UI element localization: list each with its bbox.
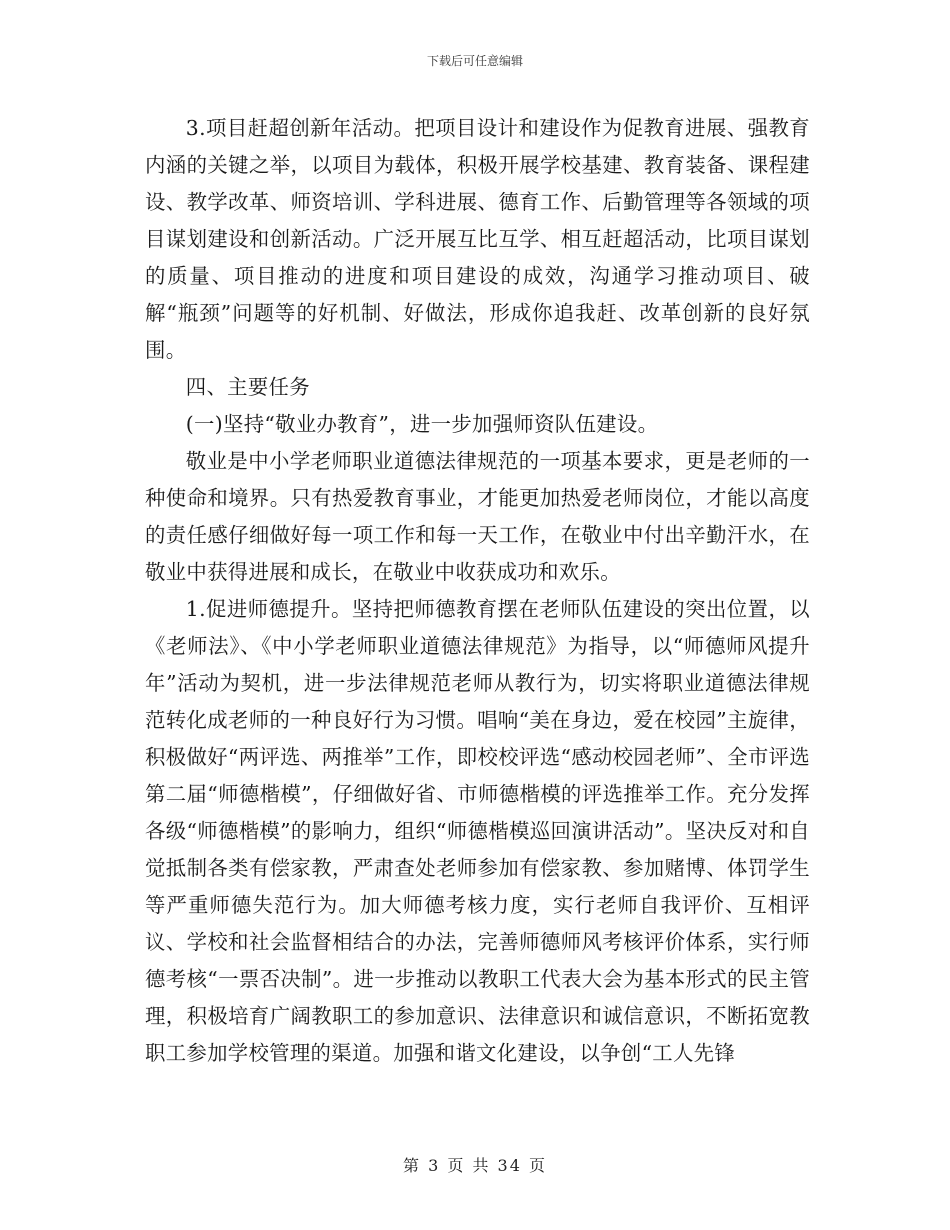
document-body <box>145 110 810 1072</box>
section-heading-main-tasks: 四、主要任务 <box>185 375 310 399</box>
paragraph-project-activity: 3.项目赶超创新年活动。把项目设计和建设作为促教育进展、强教育内涵的关键之举，以项目为载体，积极开展学校基建、教育装备、课程建设、教学改革、师资培训、学科进展、德育工作、后勤管理等各领域的项目谋划建设和创新活动。广泛开展互比互学、相互赶超活动，比项目谋划的质量、项目推动的进度和项目建设的成效，沟通学习推动项目、破解“瓶颈”问题等的好机制、好做法，形成你追我赶、改革创新的良好氛围。 <box>145 116 810 362</box>
paragraph-dedication: 敬业是中小学老师职业道德法律规范的一项基本要求，更是老师的一种使命和境界。只有热爱教育事业，才能更加热爱老师岗位，才能以高度的责任感仔细做好每一项工作和每一天工作，在敬业中付出辛勤汗水，在敬业中获得进展和成长，在敬业中收获成功和欢乐。 <box>145 449 810 584</box>
subsection-heading-dedication: (一)坚持“敬业办教育”，进一步加强师资队伍建设。 <box>185 412 659 436</box>
page-number-footer: 第 3 页 共 34 页 <box>403 1156 547 1175</box>
paragraph-ethics-improvement: 1.促进师德提升。坚持把师德教育摆在老师队伍建设的突出位置，以《老师法》、《中小学老师职业道德法律规范》为指导，以“师德师风提升年”活动为契机，进一步法律规范老师从教行为，切实将职业道德法律规范转化成老师的一种良好行为习惯。唱响“美在身边，爱在校园”主旋律，积极做好“两评选、两推举”工作，即校校评选“感动校园老师”、全市评选第二届“师德楷模”，仔细做好省、市师德楷模的评选推举工作。充分发挥各级“师德楷模”的影响力，组织“师德楷模巡回演讲活动”。坚决反对和自觉抵制各类有偿家教，严肃查处老师参加有偿家教、参加赌博、体罚学生等严重师德失范行为。加大师德考核力度，实行老师自我评价、互相评议、学校和社会监督相结合的办法，完善师德师风考核评价体系，实行师德考核“一票否决制”。进一步推动以教职工代表大会为基本形式的民主管理，积极培育广阔教职工的参加意识、法律意识和诚信意识，不断拓宽教职工参加学校管理的渠道。加强和谐文化建设，以争创“工人先锋 <box>145 597 810 1065</box>
page-header-note: 下载后可任意编辑 <box>426 54 523 68</box>
